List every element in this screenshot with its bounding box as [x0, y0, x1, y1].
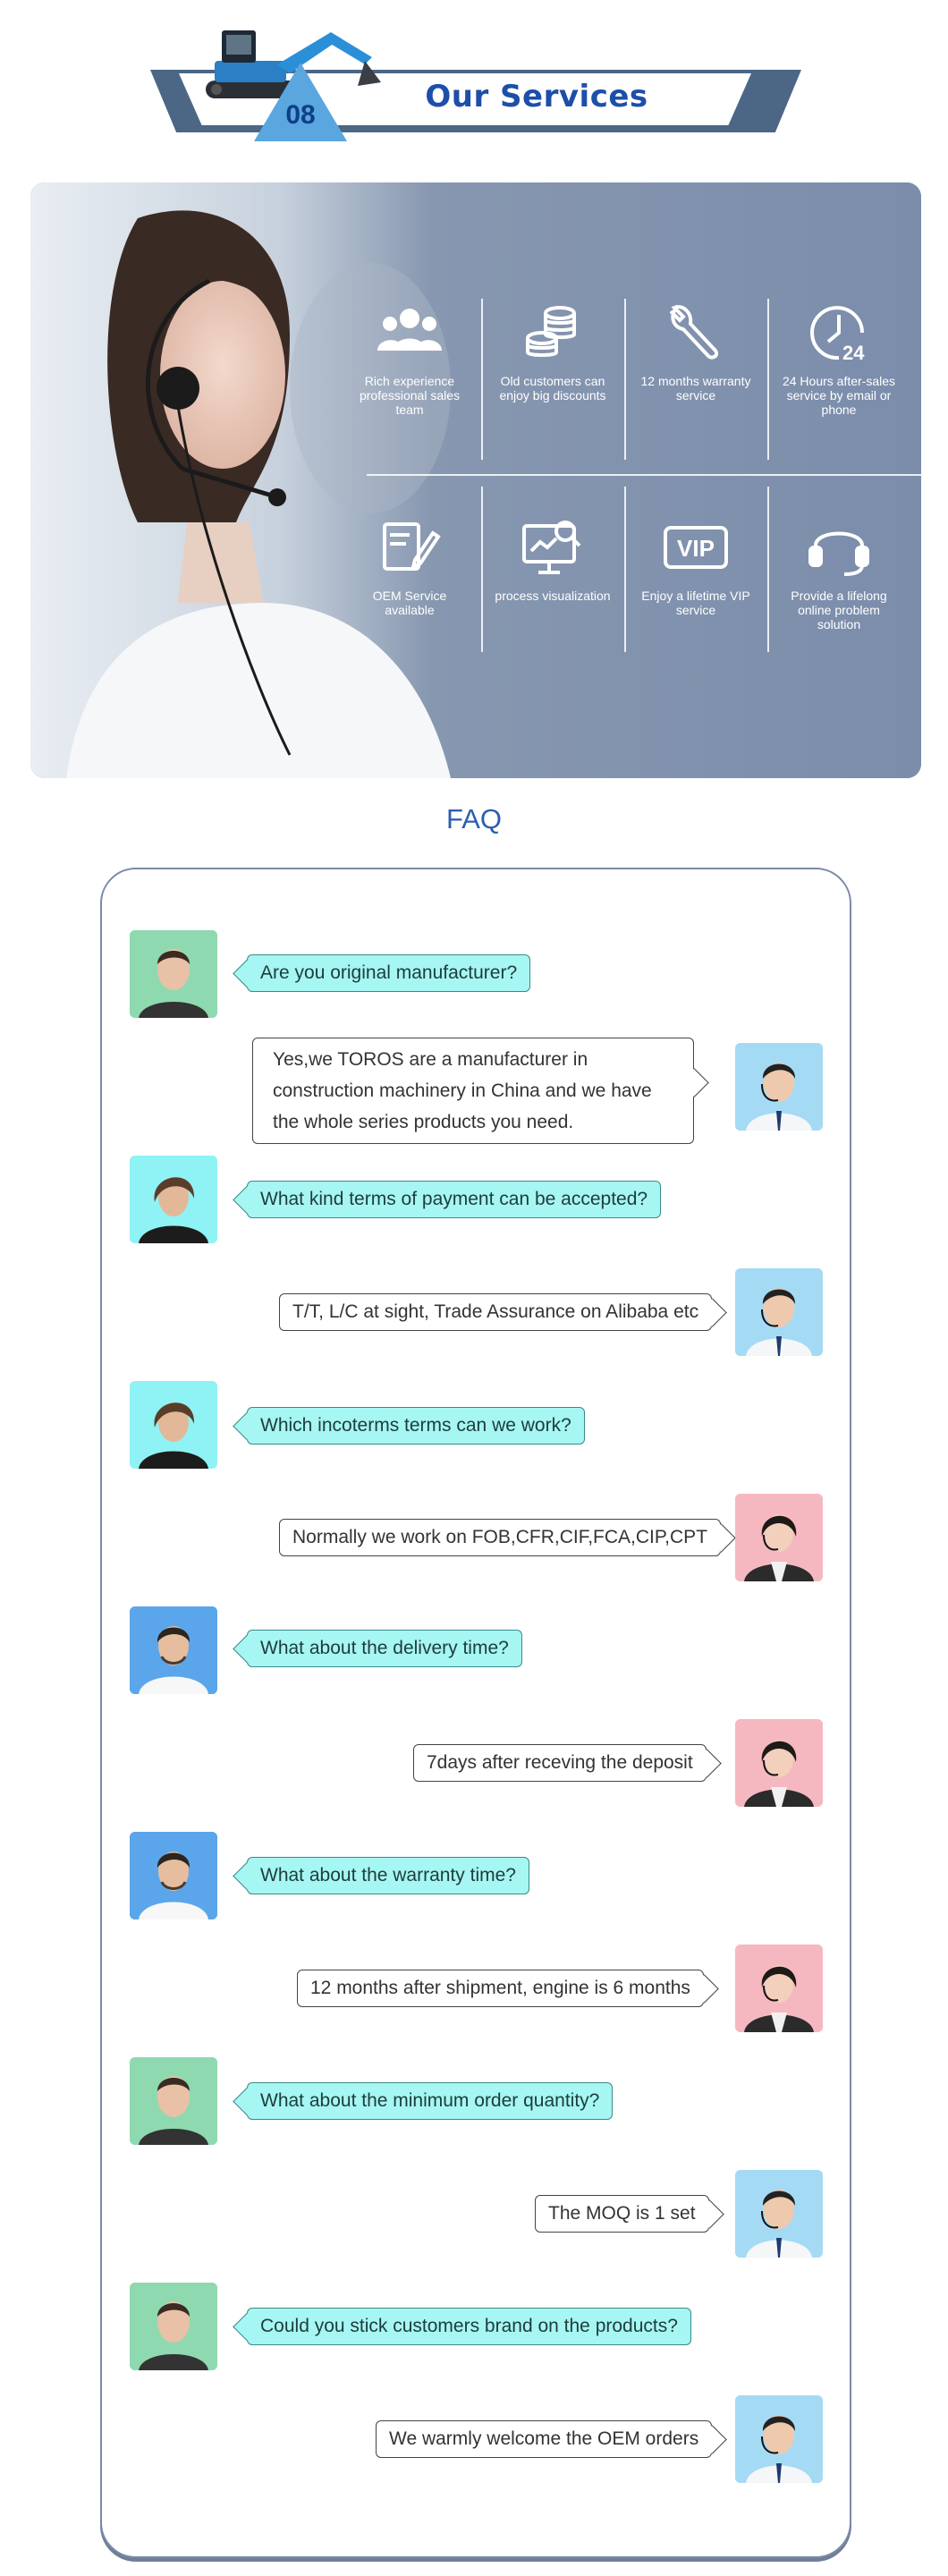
vip-icon [660, 512, 732, 583]
support-avatar [735, 1268, 823, 1356]
grid-divider [624, 487, 626, 652]
support-avatar [735, 2395, 823, 2483]
service-item [629, 281, 763, 451]
faq-answer: T/T, L/C at sight, Trade Assurance on Alibaba etc [279, 1293, 712, 1331]
service-label: Provide a lifelong online problem solution [791, 589, 887, 631]
support-avatar [735, 1494, 823, 1581]
service-item [629, 496, 763, 665]
faq-question: Could you stick customers brand on the products? [247, 2308, 691, 2345]
svg-text:24: 24 [842, 342, 865, 364]
faq-question: What about the delivery time? [247, 1630, 522, 1667]
faq-question: What kind terms of payment can be accepted? [247, 1181, 661, 1218]
customer-avatar [130, 930, 217, 1018]
services-panel [30, 182, 921, 778]
customer-avatar [130, 1832, 217, 1919]
service-label: Rich experience professional sales team [359, 374, 461, 417]
customer-avatar [130, 2057, 217, 2145]
grid-divider [767, 487, 769, 652]
faq-answer: Yes,we TOROS are a manufacturer in construction machinery in China and we have the whole series products you need. [252, 1038, 694, 1144]
services-grid [338, 299, 910, 657]
service-label: process visualization [495, 589, 611, 603]
monitor-search-icon [517, 512, 588, 583]
service-item [486, 496, 620, 665]
faq-answer: The MOQ is 1 set [535, 2195, 709, 2233]
grid-divider [624, 299, 626, 460]
service-label: OEM Service available [372, 589, 447, 617]
banner-number: 08 [285, 100, 316, 130]
headset-icon [803, 512, 875, 583]
faq-question: What about the minimum order quantity? [247, 2082, 613, 2120]
service-item [343, 281, 477, 451]
support-avatar [735, 1719, 823, 1807]
service-item [772, 496, 906, 665]
faq-answer: 7days after receving the deposit [413, 1744, 707, 1782]
faq-answer: 12 months after shipment, engine is 6 months [297, 1970, 704, 2007]
section-banner [143, 11, 805, 145]
vip-badge-text: VIP [677, 535, 715, 562]
faq-question: Which incoterms terms can we work? [247, 1407, 585, 1445]
service-label: 24 Hours after-sales service by email or phone [782, 374, 896, 417]
grid-divider [481, 487, 483, 652]
faq-answer: We warmly welcome the OEM orders [376, 2420, 712, 2458]
section-title: Our Services [425, 79, 648, 114]
faq-question: Are you original manufacturer? [247, 954, 530, 992]
grid-divider [767, 299, 769, 460]
service-label: Enjoy a lifetime VIP service [641, 589, 750, 617]
service-label: Old customers can enjoy big discounts [499, 374, 606, 402]
coins-icon [517, 297, 588, 369]
faq-title: FAQ [445, 803, 502, 835]
support-avatar [735, 2170, 823, 2258]
clock-24-icon [803, 297, 875, 369]
service-item [486, 281, 620, 451]
team-icon [374, 297, 445, 369]
customer-avatar [130, 1606, 217, 1694]
grid-divider [481, 299, 483, 460]
service-item [343, 496, 477, 665]
oem-edit-icon [374, 512, 445, 583]
service-item [772, 281, 906, 451]
support-avatar [735, 1945, 823, 2032]
customer-avatar [130, 1381, 217, 1469]
customer-avatar [130, 2283, 217, 2370]
wrench-icon [660, 297, 732, 369]
faq-answer: Normally we work on FOB,CFR,CIF,FCA,CIP,CPT [279, 1519, 721, 1556]
customer-avatar [130, 1156, 217, 1243]
faq-question: What about the warranty time? [247, 1857, 529, 1894]
grid-divider [367, 474, 921, 476]
service-label: 12 months warranty service [640, 374, 751, 402]
support-avatar [735, 1043, 823, 1131]
